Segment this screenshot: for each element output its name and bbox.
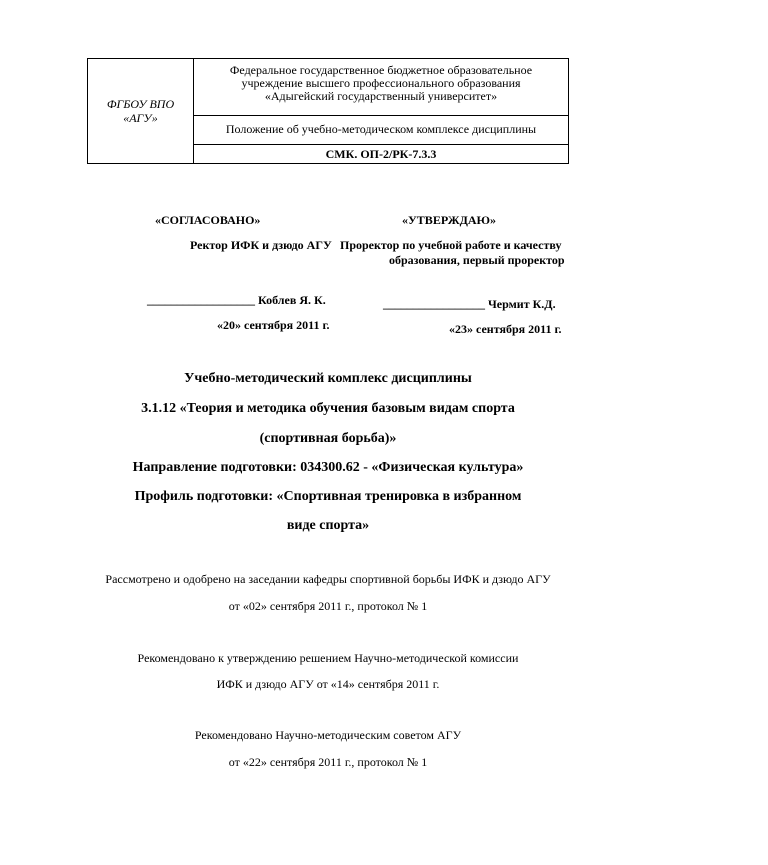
approved-date: «23» сентября 2011 г. xyxy=(449,322,562,336)
umk-title-line3: (спортивная борьба)» xyxy=(259,431,397,446)
agreed-date: «20» сентября 2011 г. xyxy=(217,318,330,332)
approved-position-line1: Проректор по учебной работе и качеству xyxy=(340,238,562,252)
doc-title: Положение об учебно-методическом комплексе дисциплины xyxy=(194,117,568,145)
agreed-signature-line: __________________ Коблев Я. К. xyxy=(147,293,326,307)
org-full-name xyxy=(194,59,568,116)
note-department-line1: Рассмотрено и одобрено на заседании кафедры спортивной борьбы ИФК и дзюдо АГУ xyxy=(105,572,551,586)
org-details-cell xyxy=(194,59,568,163)
note-council-line2: от «22» сентября 2011 г., протокол № 1 xyxy=(228,755,428,769)
note-commission-line1: Рекомендовано к утверждению решением Научно-методической комиссии xyxy=(137,651,519,665)
header-table xyxy=(87,58,569,164)
note-commission-line2: ИФК и дзюдо АГУ от «14» сентября 2011 г. xyxy=(216,677,440,691)
note-council-line1: Рекомендовано Научно-методическим советом АГУ xyxy=(194,728,462,742)
approved-position-line2: образования, первый проректор xyxy=(389,253,565,267)
org-full-line2: учреждение высшего профессионального образования xyxy=(241,76,521,90)
org-full-line3: «Адыгейский государственный университет» xyxy=(264,89,498,103)
approved-heading: «УТВЕРЖДАЮ» xyxy=(402,213,497,227)
note-department-line2: от «02» сентября 2011 г., протокол № 1 xyxy=(228,599,428,613)
study-direction: Направление подготовки: 034300.62 - «Физическая культура» xyxy=(132,460,524,475)
umk-title-line1: Учебно-методический комплекс дисциплины xyxy=(184,371,472,386)
org-short-cell xyxy=(88,59,194,163)
doc-code: СМК. ОП-2/РК-7.3.3 xyxy=(325,147,437,161)
umk-title-line2: 3.1.12 «Теория и методика обучения базовым видам спорта xyxy=(141,401,515,416)
agreed-position: Ректор ИФК и дзюдо АГУ xyxy=(190,238,332,252)
study-profile-line1: Профиль подготовки: «Спортивная тренировка в избранном xyxy=(134,489,522,504)
agreed-heading: «СОГЛАСОВАНО» xyxy=(155,213,261,227)
approved-signature-line: _________________ Чермит К.Д. xyxy=(383,297,556,311)
org-short-line1: ФГБОУ ВПО xyxy=(106,97,175,111)
study-profile-line2: виде спорта» xyxy=(286,518,370,533)
org-full-line1: Федеральное государственное бюджетное образовательное xyxy=(229,63,533,77)
org-short-line2: «АГУ» xyxy=(123,111,158,125)
